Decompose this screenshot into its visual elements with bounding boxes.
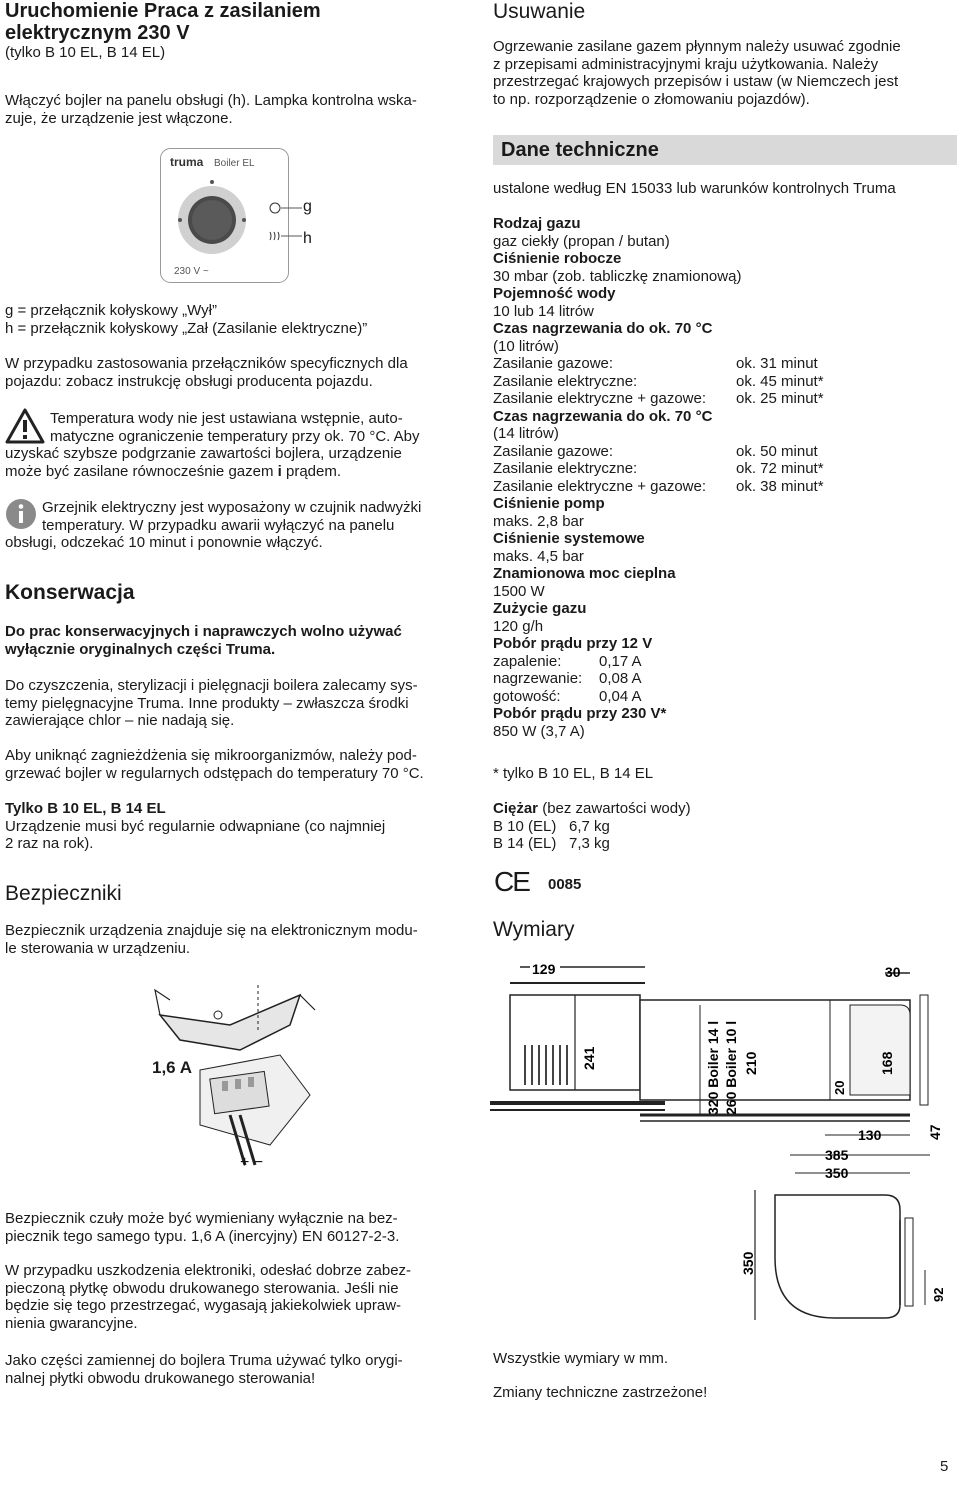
spec-heading: Czas nagrzewania do ok. 70 °C xyxy=(493,320,713,337)
fuse-change-line: piecznik tego samego typu. 1,6 A (inercyjny) EN 60127-2-3. xyxy=(5,1227,400,1245)
fuses-line: Bezpiecznik urządzenia znajduje się na elektronicznym modu- xyxy=(5,922,418,939)
changes-note: Zmiany techniczne zastrzeżone! xyxy=(493,1384,708,1401)
dim-385: 385 xyxy=(825,1147,849,1163)
cleaning-line: Do czyszczenia, sterylizacji i pielęgnacji boilera zalecamy sys- xyxy=(5,677,418,694)
legend-g: g = przełącznik kołyskowy „Wył” xyxy=(5,302,217,319)
spec-value: 30 mbar (zob. tabliczkę znamionową) xyxy=(493,267,742,285)
spec-row-value: 0,08 A xyxy=(599,670,642,687)
spec-row-value: ok. 45 minut* xyxy=(736,372,824,390)
warning-line: uzyskać szybsze podgrzanie zawartości bojlera, urządzenie xyxy=(5,445,402,462)
dim-350-side: 350 xyxy=(740,1251,756,1275)
fuses-line: le sterowania w urządzeniu. xyxy=(5,939,191,957)
spec-heading: Pobór prądu przy 230 V* xyxy=(493,705,667,722)
dimension-drawing-side xyxy=(490,955,955,1190)
dim-320: 320 Boiler 14 l xyxy=(705,1020,721,1115)
spec-row-value: 7,3 kg xyxy=(569,835,610,852)
warning-icon xyxy=(5,408,45,444)
indicator-lamp xyxy=(270,203,280,213)
spec-row-key: Zasilanie elektryczne + gazowe: xyxy=(493,477,707,495)
dane-techniczne-heading: Dane techniczne xyxy=(493,135,957,165)
dim-130: 130 xyxy=(858,1127,882,1143)
only-el-block xyxy=(5,800,475,853)
footnote: * tylko B 10 EL, B 14 EL xyxy=(493,765,654,782)
spec-row-key: nagrzewanie: xyxy=(493,670,583,687)
spec-value: maks. 4,5 bar xyxy=(493,547,584,565)
ce-mark: CE xyxy=(494,866,529,897)
warning-line: Temperatura wody nie jest ustawiana wstępnie, auto- xyxy=(50,410,403,427)
intro-line: zuje, że urządzenie jest włączone. xyxy=(5,109,233,127)
spec-value: maks. 2,8 bar xyxy=(493,512,584,530)
dim-30: 30 xyxy=(885,964,901,980)
ce-number: 0085 xyxy=(548,876,582,893)
warning-line: matyczne ograniczenie temperatury przy ok. 70 °C. Aby xyxy=(50,427,420,445)
spec-row-value: ok. 38 minut* xyxy=(736,477,824,495)
dimension-drawing-top xyxy=(735,1180,950,1335)
spec-row xyxy=(493,688,953,706)
microorganism-text xyxy=(5,747,475,782)
cleaning-text xyxy=(5,677,475,730)
switch-note xyxy=(5,355,475,390)
spec-row xyxy=(493,390,953,408)
fuse-change-text xyxy=(5,1210,475,1245)
spec-row-key: B 10 (EL) xyxy=(493,817,557,835)
spec-heading: Znamionowa moc cieplna xyxy=(493,565,676,582)
switch-note-line: pojazdu: zobacz instrukcję obsługi producenta pojazdu. xyxy=(5,372,373,390)
konserwacja-bold-line: wyłącznie oryginalnych części Truma. xyxy=(5,640,276,658)
spec-value: 10 lub 14 litrów xyxy=(493,302,594,320)
only-el-line: 2 raz na rok). xyxy=(5,835,94,852)
info-text xyxy=(42,499,482,534)
dim-20: 20 xyxy=(832,1080,847,1095)
damage-text xyxy=(5,1262,475,1332)
spec-row-key: B 14 (EL) xyxy=(493,835,557,852)
usuwanie-line: z przepisami administracyjnymi kraju użytkowania. Należy xyxy=(493,55,879,73)
damage-line: pieczoną płytkę obwodu drukowanego sterowania. Jeśli nie xyxy=(5,1279,399,1297)
damage-line: W przypadku uszkodzenia elektroniki, odesłać dobrze zabez- xyxy=(5,1262,412,1279)
spec-row xyxy=(493,478,953,496)
spec-row xyxy=(493,373,953,391)
spec-value: 120 g/h xyxy=(493,617,544,635)
spare-part-text xyxy=(5,1352,475,1387)
spec-row xyxy=(493,460,953,478)
info-icon xyxy=(5,498,37,530)
page-number: 5 xyxy=(940,1458,949,1475)
spec-row-value: 6,7 kg xyxy=(569,817,610,835)
panel-model-text: Boiler EL xyxy=(214,158,255,169)
side-view-svg xyxy=(490,955,955,1190)
spec-row xyxy=(493,355,953,373)
spec-value: 850 W (3,7 A) xyxy=(493,722,585,740)
spare-line: Jako części zamiennej do bojlera Truma używać tylko orygi- xyxy=(5,1352,403,1369)
spec-row-value: ok. 31 minut xyxy=(736,355,818,372)
spec-row xyxy=(493,818,953,836)
cleaning-line: temy pielęgnacyjne Truma. Inne produkty – zwłaszcza środki xyxy=(5,694,409,712)
info-line: Grzejnik elektryczny jest wyposażony w czujnik nadwyżki xyxy=(42,499,422,516)
spec-row-key: Zasilanie elektryczne: xyxy=(493,460,638,477)
micro-line: grzewać bojler w regularnych odstępach do temperatury 70 °C. xyxy=(5,764,424,782)
spec-heading: Pobór prądu przy 12 V xyxy=(493,635,653,652)
spec-list xyxy=(493,215,953,740)
top-view-svg xyxy=(735,1180,950,1335)
spec-row-value: ok. 25 minut* xyxy=(736,390,824,407)
weight-heading-note: (bez zawartości wody) xyxy=(538,800,691,817)
voltage-label: 230 V ~ xyxy=(174,266,209,277)
konserwacja-bold-line: Do prac konserwacyjnych i naprawczych wolno używać xyxy=(5,623,402,640)
fuses-text xyxy=(5,922,475,957)
spec-value: (10 litrów) xyxy=(493,337,559,355)
dim-129: 129 xyxy=(532,961,556,977)
intro-text xyxy=(5,92,475,127)
dim-92: 92 xyxy=(931,1287,946,1302)
spec-row-value: ok. 72 minut* xyxy=(736,460,824,477)
dim-47: 47 xyxy=(927,1124,943,1140)
spec-heading: Rodzaj gazu xyxy=(493,215,581,232)
fuse-rating-label: 1,6 A xyxy=(152,1058,193,1077)
spec-row xyxy=(493,670,953,688)
svg-text:+ −: + − xyxy=(240,1154,264,1170)
micro-line: Aby uniknąć zagnieżdżenia się mikroorganizmów, należy pod- xyxy=(5,747,417,764)
spec-value: 1500 W xyxy=(493,582,545,600)
konserwacja-bold xyxy=(5,623,475,658)
spec-row-key: zapalenie: xyxy=(493,652,562,670)
spec-row-key: gotowość: xyxy=(493,687,561,705)
spec-row xyxy=(493,835,953,853)
fuse-change-line: Bezpiecznik czuły może być wymieniany wyłącznie na bez- xyxy=(5,1210,398,1227)
only-el-title: Tylko B 10 EL, B 14 EL xyxy=(5,800,166,817)
usuwanie-line: Ogrzewanie zasilane gazem płynnym należy usuwać zgodnie xyxy=(493,38,901,55)
usuwanie-line: to np. rozporządzenie o złomowaniu pojazdów). xyxy=(493,90,810,108)
usuwanie-text xyxy=(493,38,958,108)
control-panel-drawing xyxy=(160,148,330,288)
warning-text xyxy=(50,410,480,445)
spec-row-key: Zasilanie elektryczne: xyxy=(493,372,638,390)
usuwanie-heading: Usuwanie xyxy=(493,0,586,23)
spec-row-value: 0,04 A xyxy=(599,687,642,705)
spec-heading: Ciśnienie systemowe xyxy=(493,530,645,547)
spec-value: gaz ciekły (propan / butan) xyxy=(493,232,670,250)
spec-heading: Ciśnienie pomp xyxy=(493,495,605,512)
spec-row-key: Zasilanie elektryczne + gazowe: xyxy=(493,390,707,407)
damage-line: nienia gwarancyjne. xyxy=(5,1314,138,1332)
dim-241: 241 xyxy=(581,1046,597,1070)
spec-row-value: 0,17 A xyxy=(599,652,642,670)
all-dimensions-note: Wszystkie wymiary w mm. xyxy=(493,1350,668,1367)
warning-line-end: prądem. xyxy=(281,462,342,480)
cleaning-line: zawierające chlor – nie nadają się. xyxy=(5,712,235,729)
section-title: Uruchomienie Praca z zasilaniem xyxy=(5,0,321,22)
truma-logo-text: truma xyxy=(170,155,204,169)
usuwanie-line: przestrzegać krajowych przepisów i ustaw (w Niemczech jest xyxy=(493,73,899,90)
switch-note-line: W przypadku zastosowania przełączników specyficznych dla xyxy=(5,355,408,372)
dim-168: 168 xyxy=(879,1051,895,1075)
spec-heading: Zużycie gazu xyxy=(493,600,587,617)
label-h: h xyxy=(303,230,312,247)
spec-row-value: ok. 50 minut xyxy=(736,442,818,460)
spec-row xyxy=(493,443,953,461)
spec-row-key: Zasilanie gazowe: xyxy=(493,355,614,372)
wymiary-heading: Wymiary xyxy=(493,918,575,941)
info-text-cont xyxy=(5,534,475,552)
label-g: g xyxy=(303,198,312,215)
fuses-heading: Bezpieczniki xyxy=(5,882,122,905)
spec-row xyxy=(493,653,953,671)
dane-techniczne-subtitle: ustalone według EN 15033 lub warunków kontrolnych Truma xyxy=(493,180,896,197)
weight-heading: Ciężar xyxy=(493,800,539,817)
control-panel-figure xyxy=(160,148,290,284)
legend-h: h = przełącznik kołyskowy „Zał (Zasilanie elektryczne)” xyxy=(5,319,368,337)
dim-210: 210 xyxy=(743,1051,759,1075)
spec-value: (14 litrów) xyxy=(493,425,559,442)
subtitle: (tylko B 10 EL, B 14 EL) xyxy=(5,44,166,61)
spec-row-key: Zasilanie gazowe: xyxy=(493,442,614,460)
warning-line: może być zasilane równocześnie gazem xyxy=(5,462,278,480)
spec-heading: Ciśnienie robocze xyxy=(493,250,622,267)
dim-260: 260 Boiler 10 l xyxy=(723,1020,739,1115)
dim-350-top: 350 xyxy=(825,1165,849,1181)
only-el-line: Urządzenie musi być regularnie odwapniane (co najmniej xyxy=(5,817,386,835)
left-column xyxy=(5,0,475,62)
spec-heading: Czas nagrzewania do ok. 70 °C xyxy=(493,407,713,425)
warning-bold-i: i xyxy=(277,462,282,480)
info-line: temperatury. W przypadku awarii wyłączyć na panelu xyxy=(42,516,395,534)
section-title-line2: elektrycznym 230 V xyxy=(5,22,190,44)
weight-block xyxy=(493,800,953,853)
spec-heading: Pojemność wody xyxy=(493,285,616,302)
spare-line: nalnej płytki obwodu drukowanego sterowania! xyxy=(5,1369,316,1387)
info-line: obsługi, odczekać 10 minut i ponownie włączyć. xyxy=(5,534,323,551)
intro-line: Włączyć bojler na panelu obsługi (h). Lampka kontrolna wska- xyxy=(5,92,417,109)
konserwacja-heading: Konserwacja xyxy=(5,581,135,604)
warning-text-cont xyxy=(5,445,475,480)
damage-line: będzie się tego przestrzegać, wygasają jakiekolwiek upraw- xyxy=(5,1297,402,1314)
legend xyxy=(5,302,475,337)
